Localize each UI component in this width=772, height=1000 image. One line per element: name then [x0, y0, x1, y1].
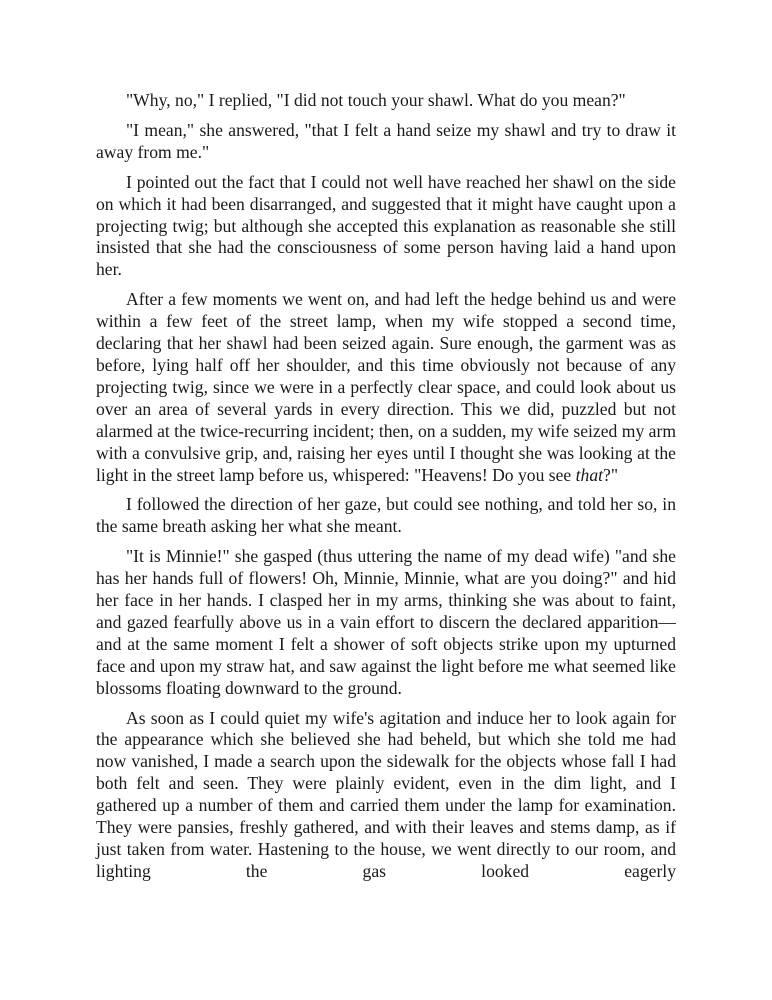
paragraph-7: As soon as I could quiet my wife's agitation and induce her to look again for the appearance which she believed she had beheld, but which she told me had now vanished, I made a search upon the sidewalk for the objects whose fall I had both felt and seen. They were plainly evident, even in the dim light, and I gathered up a number of them and carried them under the lamp for examination. They were pansies, freshly gathered, and with their leaves and stems damp, as if just taken from water. Hastening to the house, we went directly to our room, and lighting the gas looked eagerly	[96, 707, 676, 881]
paragraph-4	[96, 289, 676, 486]
paragraph-2: "I mean," she answered, "that I felt a hand seize my shawl and try to draw it away from me."	[96, 119, 676, 162]
paragraph-4-emphasis: that	[575, 464, 604, 485]
document-page	[96, 90, 676, 891]
paragraph-1: "Why, no," I replied, "I did not touch your shawl. What do you mean?"	[126, 90, 626, 110]
paragraph-5: I followed the direction of her gaze, but could see nothing, and told her so, in the same breath asking her what she meant.	[96, 494, 676, 537]
paragraph-4-text: After a few moments we went on, and had left the hedge behind us and were within a few feet of the street lamp, when my wife stopped a second time, declaring that her shawl had been seized again. Sure enough, the garment was as before, lying half off her shoulder, and this time obviously not because of any projecting twig, since we were in a perfectly clear space, and could look about us over an area of several yards in every direction. This we did, puzzled but not alarmed at the twice-recurring incident; then, on a sudden, my wife seized my arm with a convulsive grip, and, raising her eyes until I thought she was looking at the light in the street lamp before us, whispered: "Heavens! Do you see	[96, 289, 676, 485]
paragraph-6: "It is Minnie!" she gasped (thus uttering the name of my dead wife) "and she has her hands full of flowers! Oh, Minnie, Minnie, what are you doing?" and hid her face in her hands. I clasped her in my arms, thinking she was about to faint, and gazed fearfully above us in a vain effort to discern the declared apparition—and at the same moment I felt a shower of soft objects strike upon my upturned face and upon my straw hat, and saw against the light before me what seemed like blossoms floating downward to the ground.	[96, 546, 676, 698]
paragraph-3: I pointed out the fact that I could not well have reached her shawl on the side on which it had been disarranged, and suggested that it might have caught upon a projecting twig; but although she accepted this explanation as reasonable she still insisted that she had the consciousness of some person having laid a hand upon her.	[96, 171, 676, 280]
paragraph-4-tail: ?"	[603, 464, 619, 485]
